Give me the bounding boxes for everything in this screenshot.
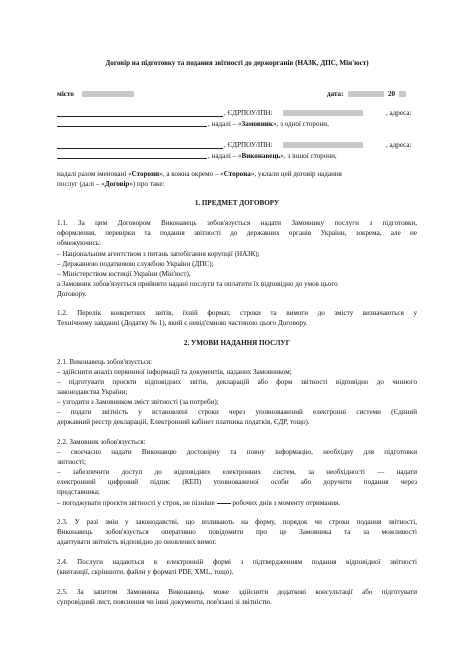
intro-line1: надалі разом іменовані «Сторони», а кожна окремо – «Сторона», уклали цей договір надання bbox=[57, 170, 342, 178]
date-label: дата: bbox=[327, 90, 344, 98]
section2-title: 2. УМОВИ НАДАННЯ ПОСЛУГ bbox=[183, 339, 291, 347]
party1-edrpou-label: , ЄДРПОУ/ІПН: bbox=[224, 109, 273, 117]
party1-edrpou-field[interactable] bbox=[283, 110, 363, 116]
s1-p1b-line: Договору. bbox=[57, 290, 87, 298]
date-year: 20 bbox=[388, 90, 396, 98]
section1-title: 1. ПРЕДМЕТ ДОГОВОРУ bbox=[194, 199, 280, 207]
list-item: – Національним агентством з питань запобігання корупції (НАЗК); bbox=[57, 250, 260, 258]
days-field[interactable] bbox=[217, 497, 231, 504]
date-field[interactable] bbox=[348, 91, 384, 97]
s2-2-line: представника; bbox=[57, 488, 100, 496]
s2-4-line: 2.4. Послуги надаються в електронній формі з підтвердженням подання відповідної звітності bbox=[57, 558, 417, 566]
party1-name-line1[interactable] bbox=[57, 110, 223, 117]
city-label: місто bbox=[57, 90, 74, 98]
party1-address-label: , адреса: bbox=[386, 109, 412, 117]
s2-2-line: – своєчасно надати Виконавцю достовірну та повну інформацію, необхідну для підготовки bbox=[57, 448, 417, 456]
s2-2-last-line: – погоджувати проєкти звітності у строк, не пізніше робочих днів з моменту отримання. bbox=[57, 499, 341, 507]
s2-1-line: – узгодити з Замовником зміст звітності (за потреби); bbox=[57, 398, 219, 406]
s1-p1-line: 1.1. За цим Договором Виконавець зобов'язується надати Замовнику послуги з підготовки, bbox=[57, 219, 417, 227]
s2-5-line: супровідний лист, пояснення чи інші документи, пов'язані зі звітністю. bbox=[57, 598, 272, 606]
party2-name-line2[interactable] bbox=[57, 152, 207, 159]
party1-name-line2[interactable] bbox=[57, 120, 207, 127]
s2-2-line: 2.2. Замовник зобов'язується: bbox=[57, 438, 146, 446]
party2-address-label: , адреса: bbox=[386, 141, 412, 149]
party2-role-line: , надалі – «Виконавець», з іншої сторони, bbox=[208, 152, 337, 160]
s2-3-line: адаптувати звітність відповідно до оновлених вимог. bbox=[57, 538, 217, 546]
party2-edrpou-field[interactable] bbox=[283, 142, 363, 148]
s1-p1-line: обмежуючись: bbox=[57, 239, 101, 247]
s2-1-line: законодавства України; bbox=[57, 388, 128, 396]
s2-1-line: – подати звітність у встановлені строки через уповноважений електронні системи (Єдиний bbox=[57, 408, 417, 416]
list-item: – Міністерством юстиції України (Мін'юст), bbox=[57, 270, 191, 278]
s2-2-line: електронний цифровий підпис (КЕП) уповноваженої особи або доручити подання через bbox=[57, 478, 417, 486]
s2-1-line: 2.1. Виконавець зобов'язується: bbox=[57, 358, 153, 366]
city-field[interactable] bbox=[82, 91, 134, 97]
s1-p1b-line: а Замовник зобов'язується прийняти надані послуги та оплатити їх відповідно до умов цього bbox=[57, 280, 338, 288]
s2-3-line: Виконавець зобов'язується оперативно повідомити про це Замовника та за можливості bbox=[57, 528, 417, 536]
intro-line2: послуг (далі – «Договір») про таке: bbox=[57, 180, 165, 188]
s2-5-line: 2.5. За запитом Замовника Виконавець може здійснити додаткові консультації або підготувати bbox=[57, 588, 417, 596]
s2-2-line: звітності; bbox=[57, 458, 86, 466]
s2-2-line: – забезпечити доступ до відповідних електронних систем, за необхідності — надати bbox=[57, 468, 417, 476]
s2-1-line: державний реєстр декларацій, Електронний кабінет платника податків, ЄДР, тощо). bbox=[57, 418, 310, 426]
date-year-field[interactable] bbox=[399, 91, 406, 97]
s2-4-line: (квитанції, скріншоти, файли у форматі PDF, XML, тощо). bbox=[57, 568, 234, 576]
s1-p2-line: 1.2. Перелік конкретних звітів, їхній формат, строки та вимоги до змісту визначаються у bbox=[57, 309, 417, 317]
s2-1-line: – підготувати проєкти відповідних звітів, декларацій або форм звітності відповідно до чинного bbox=[57, 378, 417, 386]
s1-p2-line: Технічному завданні (Додатку № 1), який є невід'ємною частиною цього Договору. bbox=[57, 319, 308, 327]
document-title: Договір на підготовку та подання звітності до держорганів (НАЗК, ДПС, Мін'юст) bbox=[105, 59, 369, 67]
party2-name-line1[interactable] bbox=[57, 142, 223, 149]
s2-3-line: 2.3. У разі змін у законодавстві, що впливають на форму, порядок чи строки подання звітності, bbox=[57, 518, 417, 526]
party1-role-line: , надалі – «Замовник», з одної сторони, bbox=[208, 120, 329, 128]
list-item: – Державною податковою службою України (ДПС); bbox=[57, 260, 214, 268]
s1-p1-line: оформлення, перевірки та подання звітності до державних органів України, зокрема, але не bbox=[57, 229, 417, 237]
party2-edrpou-label: , ЄДРПОУ/ІПН: bbox=[224, 141, 273, 149]
s2-1-line: – здійснити аналіз первинної інформації та документів, наданих Замовником; bbox=[57, 368, 292, 376]
